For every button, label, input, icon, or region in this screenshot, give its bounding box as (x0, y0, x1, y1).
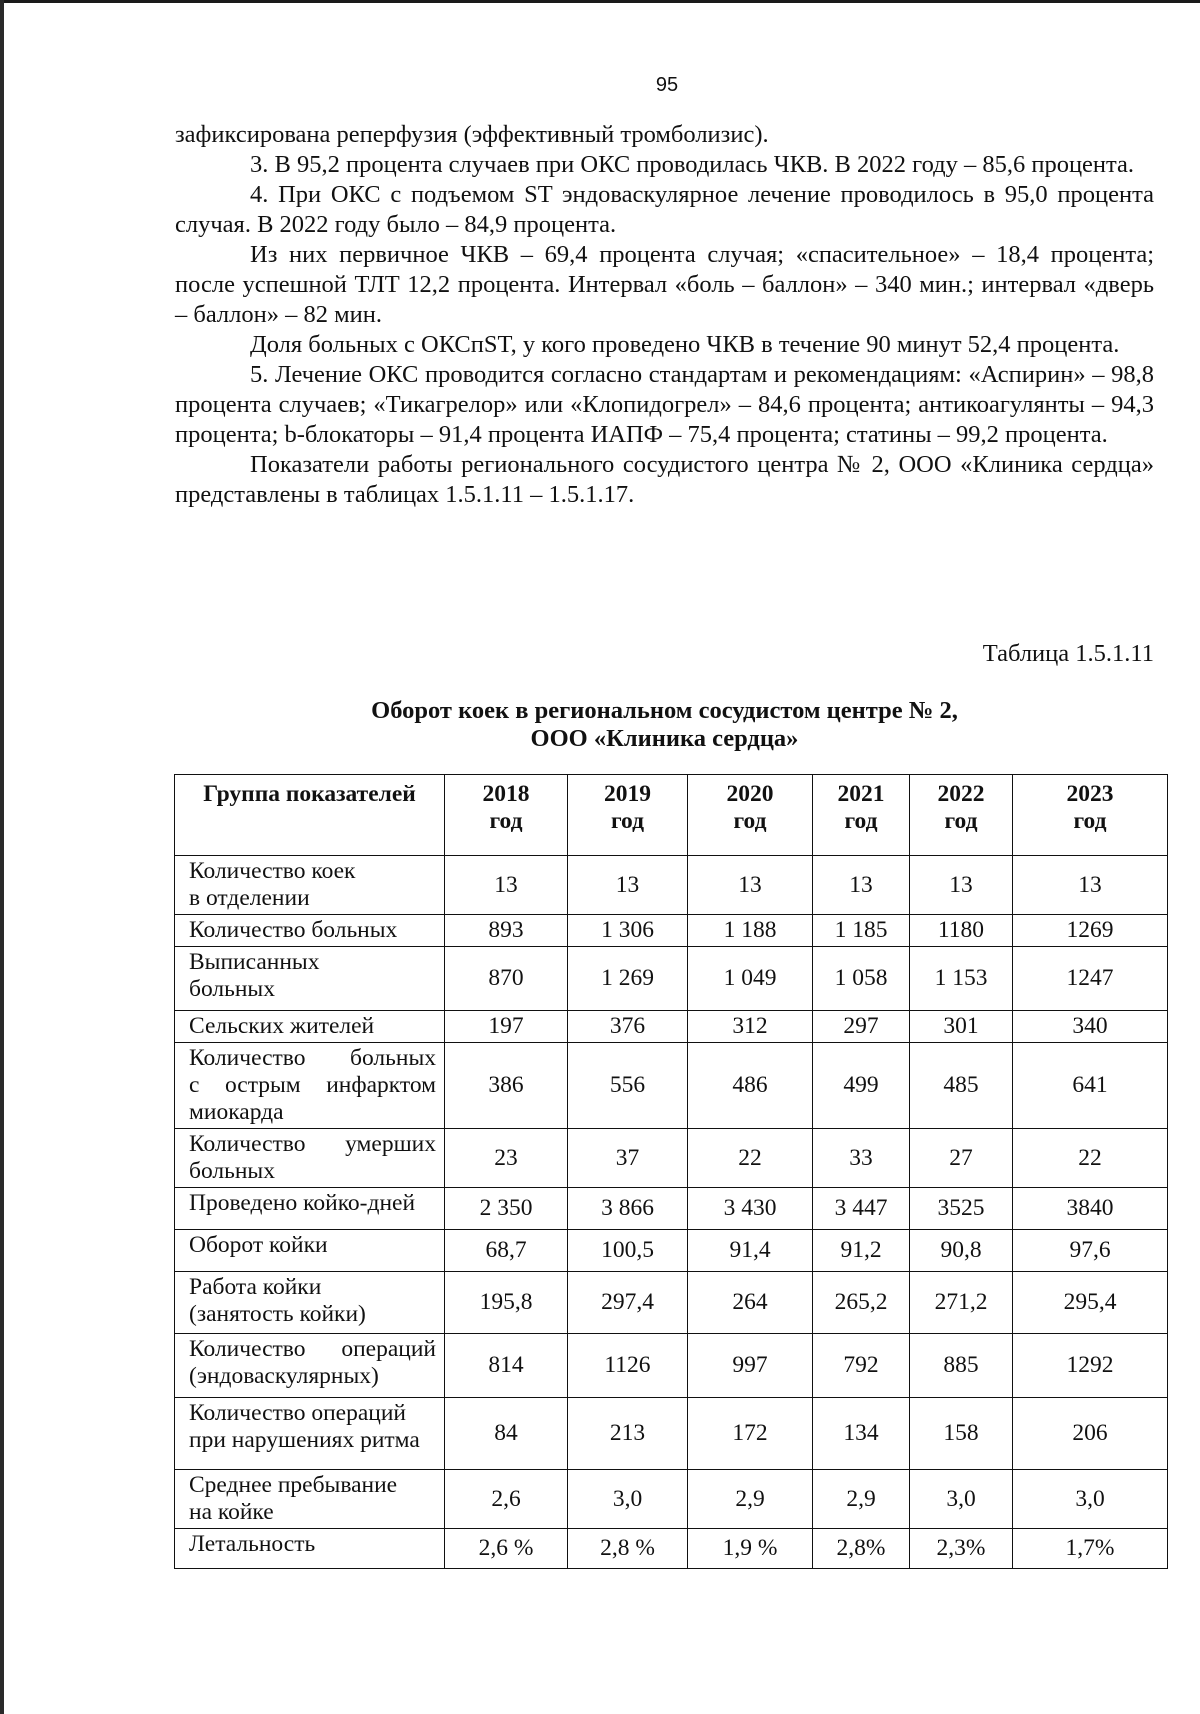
cell-value: 264 (688, 1272, 813, 1334)
cell-value: 158 (910, 1398, 1013, 1470)
table-row (175, 915, 1168, 947)
cell-value: 340 (1013, 1011, 1168, 1043)
cell-value: 271,2 (910, 1272, 1013, 1334)
row-label-line: Количество умерших (189, 1131, 436, 1157)
cell-value: 3 430 (688, 1188, 813, 1230)
cell-value: 997 (688, 1334, 813, 1398)
row-label (175, 947, 445, 1011)
row-label (175, 1011, 445, 1043)
cell-value: 1180 (910, 915, 1013, 947)
header-year-unit: год (844, 808, 878, 834)
table-label: Таблица 1.5.1.11 (982, 640, 1154, 667)
cell-value: 3,0 (1013, 1470, 1168, 1529)
cell-value: 33 (813, 1129, 910, 1188)
cell-value: 3840 (1013, 1188, 1168, 1230)
cell-value: 2,3% (910, 1529, 1013, 1569)
cell-value: 1 153 (910, 947, 1013, 1011)
row-label-line: Количество операций (189, 1400, 407, 1426)
header-year-number: 2023 (1066, 781, 1114, 807)
cell-value: 13 (445, 856, 568, 915)
cell-value: 1247 (1013, 947, 1168, 1011)
header-year-unit: год (610, 808, 645, 834)
body-text (175, 120, 1154, 510)
cell-value: 2,6 (445, 1470, 568, 1529)
row-label-line: на койке (189, 1499, 274, 1525)
cell-value: 91,2 (813, 1230, 910, 1272)
row-label (175, 1470, 445, 1529)
cell-value: 213 (568, 1398, 688, 1470)
row-label-line: Количество больных (189, 1045, 436, 1071)
table-row (175, 1011, 1168, 1043)
cell-value: 13 (910, 856, 1013, 915)
header-year-number: 2021 (837, 781, 885, 807)
cell-value: 100,5 (568, 1230, 688, 1272)
cell-value: 1,7% (1013, 1529, 1168, 1569)
header-year-unit: год (733, 808, 767, 834)
header-year (910, 775, 1013, 856)
paragraph: 3. В 95,2 процента случаев при ОКС проводилась ЧКВ. В 2022 году – 85,6 процента. (250, 151, 1135, 178)
cell-value: 2,8 % (568, 1529, 688, 1569)
paragraph: Из них первичное ЧКВ – 69,4 процента случая; «спасительное» – 18,4 процента; после успешной ТЛТ 12,2 процента. Интервал «боль – баллон» – 340 мин.; интервал «дверь – баллон» – 82 мин. (175, 241, 1154, 328)
row-label (175, 1188, 445, 1230)
cell-value: 301 (910, 1011, 1013, 1043)
cell-value: 556 (568, 1043, 688, 1129)
cell-value: 37 (568, 1129, 688, 1188)
header-year-number: 2018 (482, 781, 530, 807)
table-row (175, 856, 1168, 915)
header-indicator-group: Группа показателей (175, 775, 445, 856)
cell-value: 2 350 (445, 1188, 568, 1230)
row-label-line: больных (189, 1158, 275, 1184)
cell-value: 1 049 (688, 947, 813, 1011)
header-year-number: 2022 (937, 781, 985, 807)
row-label-line: Количество операций (189, 1336, 436, 1362)
bed-turnover-table (174, 774, 1168, 1569)
table-row (175, 1230, 1168, 1272)
cell-value: 295,4 (1013, 1272, 1168, 1334)
cell-value: 13 (688, 856, 813, 915)
cell-value: 814 (445, 1334, 568, 1398)
row-label-line: Сельских жителей (189, 1013, 375, 1039)
cell-value: 1 188 (688, 915, 813, 947)
row-label-line: в отделении (189, 885, 310, 911)
cell-value: 1292 (1013, 1334, 1168, 1398)
cell-value: 485 (910, 1043, 1013, 1129)
cell-value: 3,0 (568, 1470, 688, 1529)
cell-value: 22 (688, 1129, 813, 1188)
header-year (813, 775, 910, 856)
table-row (175, 1529, 1168, 1569)
cell-value: 3,0 (910, 1470, 1013, 1529)
cell-value: 97,6 (1013, 1230, 1168, 1272)
cell-value: 84 (445, 1398, 568, 1470)
cell-value: 68,7 (445, 1230, 568, 1272)
cell-value: 376 (568, 1011, 688, 1043)
row-label (175, 1043, 445, 1129)
cell-value: 195,8 (445, 1272, 568, 1334)
cell-value: 3 447 (813, 1188, 910, 1230)
cell-value: 23 (445, 1129, 568, 1188)
cell-value: 13 (1013, 856, 1168, 915)
row-label-line: миокарда (189, 1099, 284, 1125)
row-label (175, 1129, 445, 1188)
row-label (175, 915, 445, 947)
cell-value: 386 (445, 1043, 568, 1129)
header-year-number: 2019 (604, 781, 651, 807)
row-label-line: (занятость койки) (189, 1301, 366, 1327)
cell-value: 1 185 (813, 915, 910, 947)
table-title (175, 697, 1154, 753)
cell-value: 13 (813, 856, 910, 915)
cell-value: 641 (1013, 1043, 1168, 1129)
page-number: 95 (655, 74, 679, 96)
cell-value: 499 (813, 1043, 910, 1129)
cell-value: 2,6 % (445, 1529, 568, 1569)
cell-value: 486 (688, 1043, 813, 1129)
paragraph: 4. При ОКС с подъемом ST эндоваскулярное лечение проводилось в 95,0 процента случая. В 2022 году было – 84,9 процента. (175, 181, 1154, 238)
row-label (175, 1334, 445, 1398)
cell-value: 1 269 (568, 947, 688, 1011)
scan-border-left (0, 0, 4, 1714)
header-year (1013, 775, 1168, 856)
cell-value: 1269 (1013, 915, 1168, 947)
table-header-row (175, 775, 1168, 856)
paragraph: зафиксирована реперфузия (эффективный тромболизис). (175, 121, 769, 148)
table-row (175, 1470, 1168, 1529)
row-label-line: Выписанных (189, 949, 320, 975)
header-year (568, 775, 688, 856)
cell-value: 90,8 (910, 1230, 1013, 1272)
row-label-line: Среднее пребывание (189, 1472, 398, 1498)
cell-value: 3525 (910, 1188, 1013, 1230)
row-label-line: Проведено койко-дней (189, 1190, 416, 1216)
table-row (175, 1398, 1168, 1470)
cell-value: 2,8% (813, 1529, 910, 1569)
cell-value: 792 (813, 1334, 910, 1398)
row-label-line: больных (189, 976, 275, 1002)
scan-border-top (0, 0, 1200, 3)
header-year (445, 775, 568, 856)
header-year-number: 2020 (726, 781, 774, 807)
row-label (175, 1272, 445, 1334)
cell-value: 1126 (568, 1334, 688, 1398)
cell-value: 2,9 (688, 1470, 813, 1529)
cell-value: 134 (813, 1398, 910, 1470)
table-row (175, 1043, 1168, 1129)
row-label (175, 1230, 445, 1272)
row-label (175, 856, 445, 915)
paragraph: Доля больных с ОКСпST, у кого проведено ЧКВ в течение 90 минут 52,4 процента. (250, 331, 1120, 358)
row-label-line: Количество коек (189, 858, 356, 884)
cell-value: 206 (1013, 1398, 1168, 1470)
header-year-unit: год (944, 808, 978, 834)
cell-value: 1,9 % (688, 1529, 813, 1569)
cell-value: 1 306 (568, 915, 688, 947)
cell-value: 22 (1013, 1129, 1168, 1188)
table-title-line-2: ООО «Клиника сердца» (530, 725, 799, 752)
cell-value: 885 (910, 1334, 1013, 1398)
row-label-line: Работа койки (189, 1274, 322, 1300)
cell-value: 91,4 (688, 1230, 813, 1272)
row-label (175, 1529, 445, 1569)
header-year-unit: год (489, 808, 523, 834)
table-title-line-1: Оборот коек в региональном сосудистом центре № 2, (371, 697, 958, 724)
cell-value: 265,2 (813, 1272, 910, 1334)
cell-value: 2,9 (813, 1470, 910, 1529)
row-label-line: с острым инфарктом (189, 1072, 436, 1098)
row-label-line: Летальность (189, 1531, 316, 1557)
cell-value: 297 (813, 1011, 910, 1043)
row-label-line: Количество больных (189, 917, 398, 943)
cell-value: 197 (445, 1011, 568, 1043)
row-label (175, 1398, 445, 1470)
table-row (175, 1188, 1168, 1230)
row-label-line: Оборот койки (189, 1232, 328, 1258)
row-label-line: (эндоваскулярных) (189, 1363, 379, 1389)
table-row (175, 1129, 1168, 1188)
table-row (175, 1272, 1168, 1334)
cell-value: 893 (445, 915, 568, 947)
table-row (175, 947, 1168, 1011)
cell-value: 27 (910, 1129, 1013, 1188)
paragraph: 5. Лечение ОКС проводится согласно стандартам и рекомендациям: «Аспирин» – 98,8 процента случаев; «Тикагрелор» или «Клопидогрел» – 84,6 процента; антикоагулянты – 94,3 процента; b-блокаторы – 91,4 процента ИАПФ – 75,4 процента; статины – 99,2 процента. (175, 361, 1154, 448)
cell-value: 297,4 (568, 1272, 688, 1334)
cell-value: 870 (445, 947, 568, 1011)
cell-value: 3 866 (568, 1188, 688, 1230)
row-label-line: при нарушениях ритма (189, 1427, 420, 1453)
cell-value: 172 (688, 1398, 813, 1470)
cell-value: 13 (568, 856, 688, 915)
header-year-unit: год (1073, 808, 1107, 834)
cell-value: 1 058 (813, 947, 910, 1011)
table-row (175, 1334, 1168, 1398)
paragraph: Показатели работы регионального сосудистого центра № 2, ООО «Клиника сердца» представлены в таблицах 1.5.1.11 – 1.5.1.17. (175, 451, 1154, 508)
header-year (688, 775, 813, 856)
cell-value: 312 (688, 1011, 813, 1043)
table-body (175, 856, 1168, 1569)
